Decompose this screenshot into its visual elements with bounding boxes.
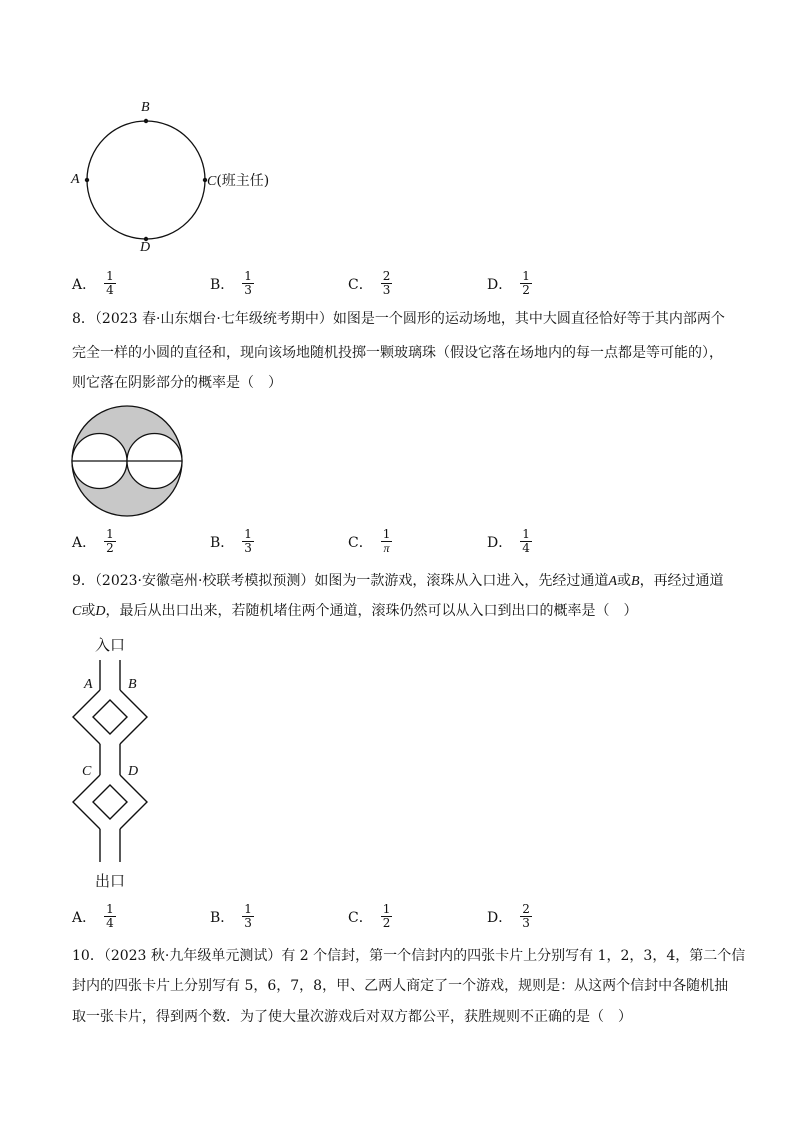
option-letter: A． xyxy=(72,909,97,926)
fraction: $\frac{1}{2}$ xyxy=(522,269,530,297)
option-letter: A． xyxy=(72,534,97,551)
option-letter: D． xyxy=(487,534,513,551)
fraction: $\frac{1}{3}$ xyxy=(244,902,252,930)
option-letter: B． xyxy=(210,534,235,551)
option-letter: D． xyxy=(487,909,513,926)
label-b: B xyxy=(141,100,150,115)
q9-option-d[interactable] xyxy=(487,903,532,930)
q8-line-2: 完全一样的小圆的直径和，现向该场地随机投掷一颗玻璃珠（假设它落在场地内的每一点都是等可能的）， xyxy=(72,345,723,361)
option-letter: B． xyxy=(210,909,235,926)
entrance-label: 入口 xyxy=(95,636,126,654)
q8-line-1: 8．（2023 春·山东烟台·七年级统考期中）如图是一个圆形的运动场地，其中大圆直径恰好等于其内部两个 xyxy=(72,311,725,327)
option-letter: D． xyxy=(487,276,513,293)
fraction: $\frac{1}{\pi}$ xyxy=(382,527,391,555)
q10-line-1: 10．（2023 秋·九年级单元测试）有 2 个信封，第一个信封内的四张卡片上分别写有 1，2，3，4，第二个信 xyxy=(72,948,746,964)
exit-label: 出口 xyxy=(95,872,126,890)
option-letter: B． xyxy=(210,276,235,293)
channel-b-label: B xyxy=(128,677,137,692)
channel-c-label: C xyxy=(82,764,92,779)
option-letter: C． xyxy=(348,909,373,926)
option-letter: C． xyxy=(348,534,373,551)
fraction: $\frac{1}{4}$ xyxy=(522,527,530,555)
channel-a-label: A xyxy=(84,677,93,692)
label-d: D xyxy=(140,240,151,255)
q9-line-2: C或D，最后从出口出来，若随机堵住两个通道，滚珠仍然可以从入口到出口的概率是（ ） xyxy=(72,603,638,619)
fraction: $\frac{2}{3}$ xyxy=(522,902,530,930)
fraction: $\frac{1}{2}$ xyxy=(106,527,114,555)
q9-option-c[interactable] xyxy=(348,903,392,930)
q8-line-3: 则它落在阴影部分的概率是（ ） xyxy=(72,375,282,391)
q10-line-2: 封内的四张卡片上分别写有 5，6，7，8，甲、乙两人商定了一个游戏，规则是：从这两个信封中各随机抽 xyxy=(72,978,729,994)
channel-d-label: D xyxy=(128,764,139,779)
label-c: C xyxy=(207,174,217,189)
fraction: $\frac{1}{4}$ xyxy=(106,902,114,930)
label-a: A xyxy=(71,172,80,187)
fraction: $\frac{1}{4}$ xyxy=(106,269,114,297)
fraction: $\frac{1}{3}$ xyxy=(244,269,252,297)
fraction: $\frac{2}{3}$ xyxy=(382,269,391,297)
fraction: $\frac{1}{2}$ xyxy=(382,902,391,930)
q9-option-b[interactable] xyxy=(210,903,254,930)
label-c-note: (班主任) xyxy=(216,173,270,189)
q9-line-1: 9．（2023·安徽亳州·校联考模拟预测）如图为一款游戏，滚珠从入口进入，先经过通道A或B，再经过通道 xyxy=(72,573,724,589)
q10-line-3: 取一张卡片，得到两个数．为了使大量次游戏后对双方都公平，获胜规则不正确的是（ ） xyxy=(72,1009,632,1025)
fraction: $\frac{1}{3}$ xyxy=(244,527,252,555)
option-letter: C． xyxy=(348,276,373,293)
option-letter: A． xyxy=(72,276,97,293)
q9-option-a[interactable] xyxy=(72,903,116,930)
